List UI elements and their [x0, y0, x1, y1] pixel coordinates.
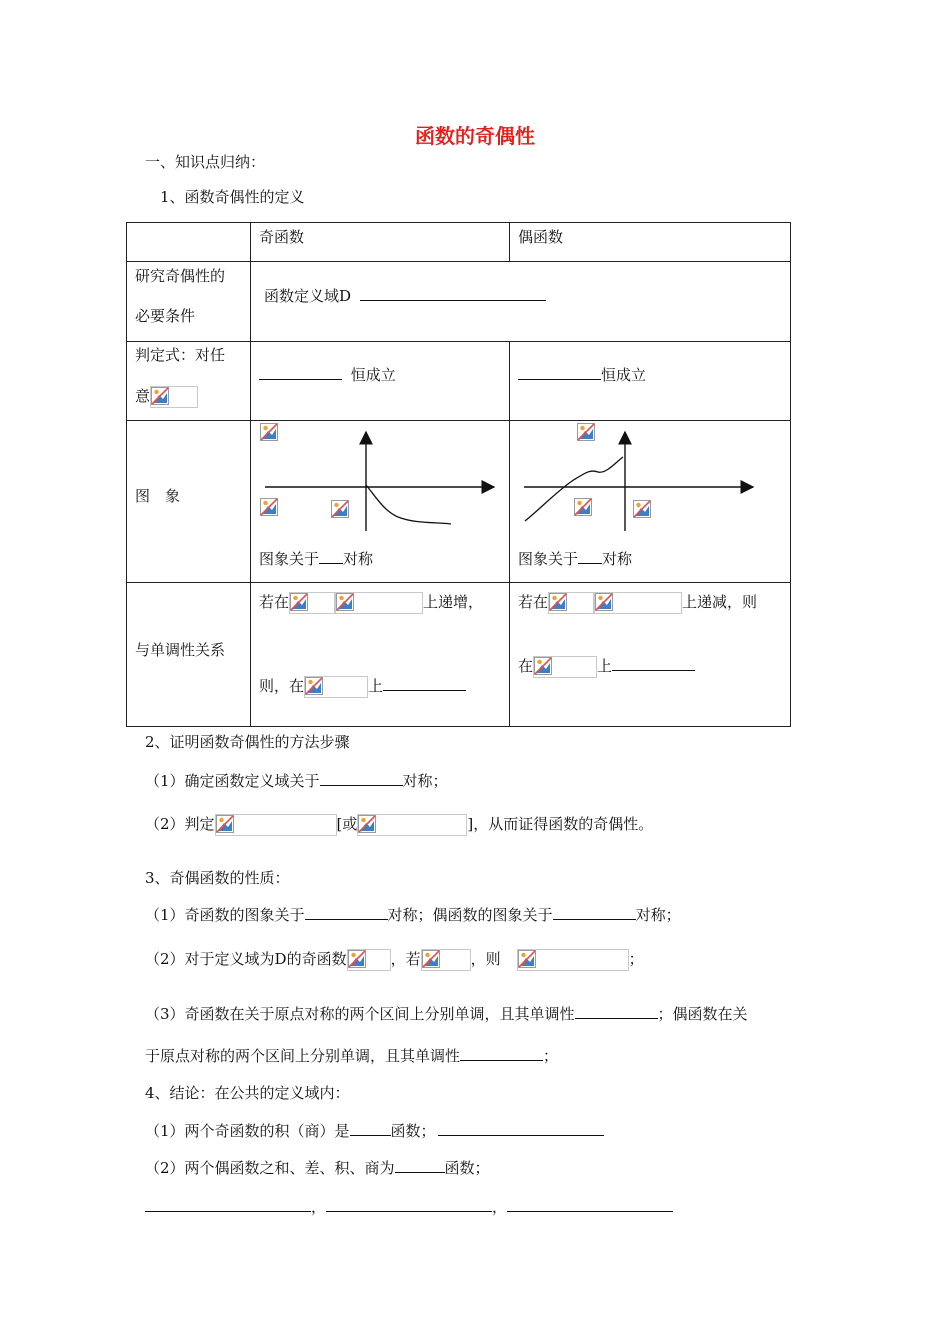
table-header-empty [127, 223, 251, 262]
formula-image-placeholder [421, 949, 471, 971]
formula-image-placeholder [335, 592, 423, 614]
p1-blank-1 [305, 904, 388, 920]
row-mono-label: 与单调性关系 [135, 641, 226, 659]
c2-answer-blank-2 [326, 1196, 492, 1212]
sep-1: ， [311, 1198, 327, 1216]
row-graph-even [510, 421, 791, 583]
p2b: ，若 [390, 950, 421, 968]
parity-definition-table [126, 222, 791, 727]
formula-image-placeholder [150, 386, 198, 408]
formula-image-placeholder [548, 592, 594, 614]
domain-text: 函数定义域D [264, 287, 352, 305]
section3-heading: 3、奇偶函数的性质： [145, 869, 290, 887]
p3a: （3）奇函数在关于原点对称的两个区间上分别单调，且其单调性 [145, 1005, 575, 1023]
judge-odd-blank [259, 364, 342, 380]
broken-image-icon [261, 499, 278, 516]
header-odd-label: 奇函数 [259, 228, 305, 246]
step2b: [或 [336, 815, 358, 833]
mono-even-blank [612, 655, 695, 671]
broken-image-icon [634, 501, 651, 518]
step2a: （2）判定 [145, 815, 215, 833]
mono-odd-1b: 上递增， [423, 593, 484, 611]
p3-blank-2 [460, 1045, 543, 1061]
broken-image-icon [575, 499, 592, 516]
page-title: 函数的奇偶性 [415, 124, 535, 148]
c1a: （1）两个奇函数的积（商）是 [145, 1122, 350, 1140]
row-mono-odd [251, 583, 510, 727]
step1b: 对称； [402, 772, 448, 790]
formula-image-placeholder [357, 814, 467, 836]
row-judge-label-cell [127, 342, 251, 421]
broken-image-icon [534, 657, 552, 675]
row-judge-label-2: 意 [135, 387, 151, 405]
formula-image-placeholder [517, 949, 629, 971]
row-graph-odd [251, 421, 510, 583]
mono-odd-1a: 若在 [259, 593, 290, 611]
p2a: （2）对于定义域为D的奇函数 [145, 950, 347, 968]
judge-even-text: 恒成立 [601, 366, 647, 384]
graph-even-caption-b: 对称 [602, 550, 633, 568]
graph-even-blank [578, 548, 602, 564]
row-domain-label-cell [127, 262, 251, 342]
broken-image-icon [549, 593, 567, 611]
broken-image-icon [595, 593, 613, 611]
graph-odd-caption-a: 图象关于 [259, 550, 320, 568]
broken-image-icon [578, 424, 595, 441]
formula-image-placeholder [533, 656, 597, 678]
p1a: （1）奇函数的图象关于 [145, 906, 305, 924]
p1c: 对称； [635, 906, 681, 924]
sep-2: ， [492, 1198, 508, 1216]
broken-image-icon [290, 593, 308, 611]
broken-image-icon [216, 815, 234, 833]
p1-blank-2 [553, 904, 636, 920]
row-domain-label-2: 必要条件 [135, 307, 196, 325]
mono-odd-2a: 则，在 [259, 677, 305, 695]
odd-curve [366, 485, 451, 524]
p3-blank-1 [575, 1003, 658, 1019]
mono-even-1b: 上递减，则 [682, 593, 758, 611]
formula-image-placeholder [215, 814, 337, 836]
broken-image-icon [348, 950, 366, 968]
section1-sub1: 1、函数奇偶性的定义 [160, 188, 305, 206]
c1-answer-blank [438, 1120, 604, 1136]
broken-image-icon [422, 950, 440, 968]
step2c: ]，从而证得函数的奇偶性。 [467, 815, 654, 833]
domain-blank [360, 285, 546, 301]
broken-image-icon [305, 677, 323, 695]
mono-odd-2b: 上 [368, 677, 384, 695]
broken-image-icon [261, 424, 278, 441]
section1-heading: 一、知识点归纳： [145, 153, 266, 171]
row-mono-even [510, 583, 791, 727]
row-judge-label-1: 判定式：对任 [135, 346, 226, 364]
row-mono-label-cell [127, 583, 251, 727]
broken-image-icon [151, 387, 169, 405]
p3b: ；偶函数在关 [657, 1005, 748, 1023]
c2-blank [395, 1157, 445, 1173]
graph-odd-caption-b: 对称 [343, 550, 374, 568]
mono-odd-blank [383, 675, 466, 691]
c2a: （2）两个偶函数之和、差、积、商为 [145, 1159, 395, 1177]
broken-image-icon [336, 593, 354, 611]
step1a: （1）确定函数定义域关于 [145, 772, 320, 790]
c2b: 函数； [444, 1159, 490, 1177]
step1-blank [320, 770, 403, 786]
mono-even-2b: 上 [597, 657, 613, 675]
row-judge-even [510, 342, 791, 421]
p3c: 于原点对称的两个区间上分别单调，且其单调性 [145, 1047, 461, 1065]
judge-odd-text: 恒成立 [350, 366, 396, 384]
table-header-even [510, 223, 791, 262]
broken-image-icon [518, 950, 536, 968]
mono-even-1a: 若在 [518, 593, 549, 611]
judge-even-blank [518, 364, 601, 380]
c1b: 函数； [390, 1122, 436, 1140]
c2-answer-blank-1 [145, 1196, 311, 1212]
broken-image-icon [358, 815, 376, 833]
formula-image-placeholder [347, 949, 391, 971]
formula-image-placeholder [304, 676, 368, 698]
formula-image-placeholder [289, 592, 335, 614]
row-graph-label-cell [127, 421, 251, 583]
table-header-odd [251, 223, 510, 262]
c2-answer-blank-3 [507, 1196, 673, 1212]
section2-heading: 2、证明函数奇偶性的方法步骤 [145, 733, 350, 751]
formula-image-placeholder [594, 592, 682, 614]
graph-odd-blank [319, 548, 343, 564]
mono-even-2a: 在 [518, 657, 534, 675]
section4-heading: 4、结论：在公共的定义域内： [145, 1084, 350, 1102]
p2c: ，则 [470, 950, 501, 968]
row-graph-label: 图 象 [135, 487, 181, 505]
p1b: 对称；偶函数的图象关于 [387, 906, 553, 924]
row-judge-odd [251, 342, 510, 421]
row-domain-content [251, 262, 791, 342]
header-even-label: 偶函数 [518, 228, 564, 246]
graph-even-caption-a: 图象关于 [518, 550, 579, 568]
row-domain-label-1: 研究奇偶性的 [135, 267, 226, 285]
broken-image-icon [332, 501, 349, 518]
p3d: ； [543, 1047, 559, 1065]
c1-blank [350, 1120, 391, 1136]
p2d: ； [628, 950, 644, 968]
